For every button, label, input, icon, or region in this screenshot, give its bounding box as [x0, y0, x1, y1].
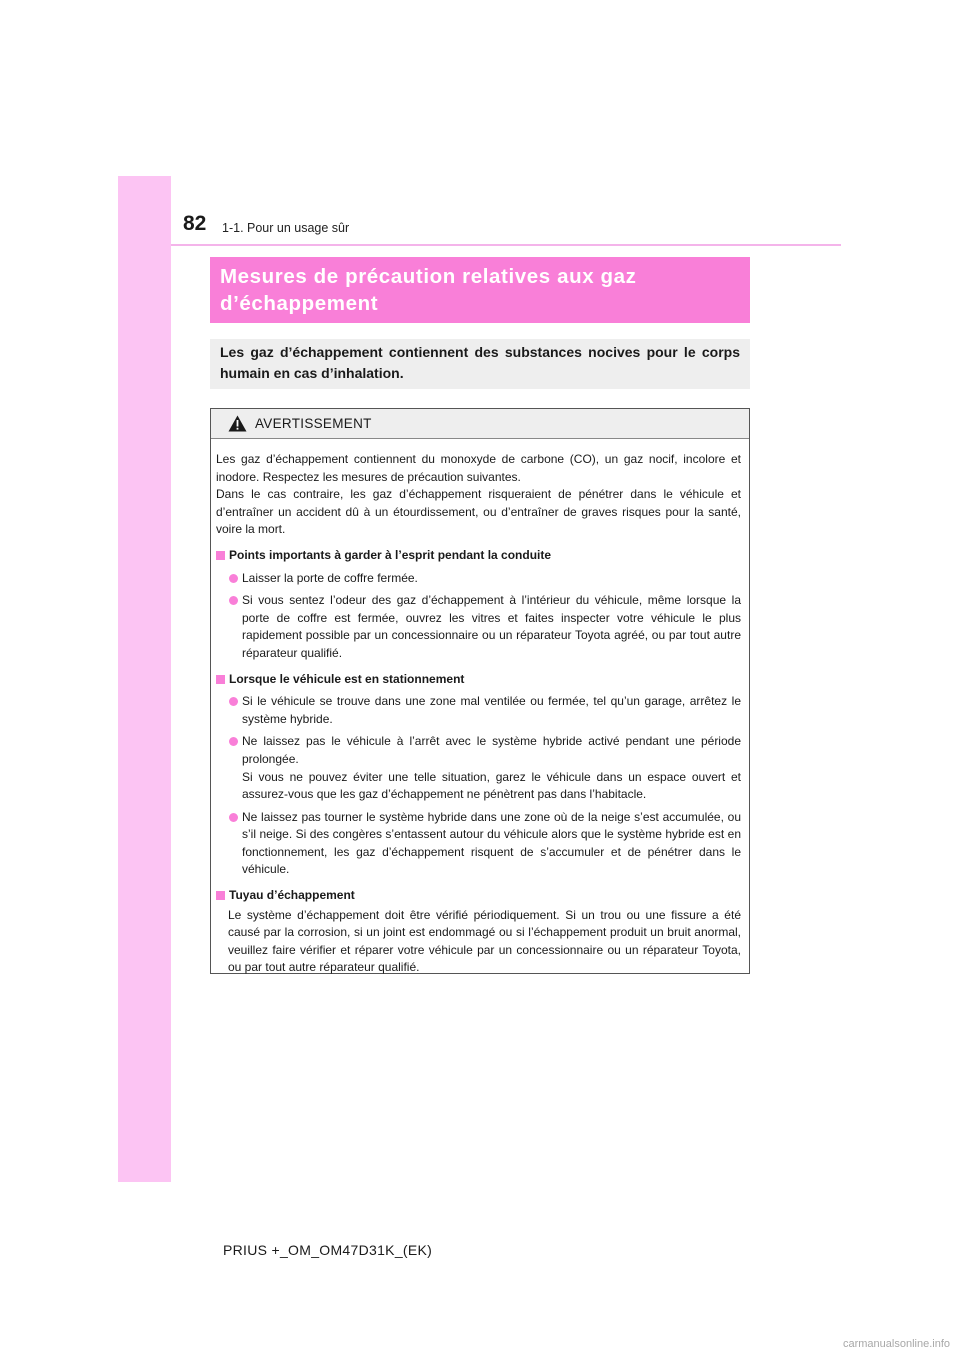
list-item: Si vous sentez l’odeur des gaz d’échappement à l’intérieur du véhicule, même lorsque la porte de coffre est fermée, ouvrez les vitres et faites inspecter votre véhicule le plus rapidement possible par un concessionnaire ou un réparateur Toyota agréé, ou par tout autre réparateur qualifié.	[216, 592, 741, 662]
warning-header	[211, 409, 749, 439]
page-number: 82	[183, 212, 207, 235]
round-bullet-icon	[229, 737, 238, 746]
warning-body	[211, 439, 749, 977]
section-breadcrumb: 1-1. Pour un usage sûr	[222, 221, 350, 235]
document-code-footer: PRIUS +_OM_OM47D31K_(EK)	[223, 1242, 433, 1258]
list-item: Ne laissez pas le véhicule à l’arrêt avec le système hybride activé pendant une période prolongée. Si vous ne pouvez éviter une telle situation, garez le véhicule dans un espace ouvert et assurez-vous que les gaz d’échappement ne pénètrent pas dans l’habitacle.	[216, 733, 741, 803]
section-heading: Points importants à garder à l’esprit pendant la conduite	[216, 547, 741, 565]
warning-triangle-icon	[228, 415, 247, 432]
page-title-banner	[210, 257, 750, 323]
warning-intro-1: Les gaz d’échappement contiennent du monoxyde de carbone (CO), un gaz nocif, incolore et inodore. Respectez les mesures de précaution suivantes.	[216, 452, 741, 484]
site-watermark: carmanualsonline.info	[842, 1338, 950, 1350]
intro-text: Les gaz d’échappement contiennent des substances nocives pour le corps humain en cas d’inhalation.	[220, 344, 740, 381]
intro-panel	[210, 339, 750, 389]
square-bullet-icon	[216, 551, 225, 560]
side-tab-band	[118, 176, 171, 1182]
square-bullet-icon	[216, 675, 225, 684]
section-heading: Tuyau d’échappement	[216, 887, 741, 905]
warning-label: AVERTISSEMENT	[255, 416, 372, 431]
section-text: Le système d’échappement doit être vérifié périodiquement. Si un trou ou une fissure a été causé par la corrosion, si un joint est endommagé ou si l’échappement produit un bruit anormal, veuillez faire vérifier et réparer votre véhicule par un concessionnaire ou un réparateur Toyota, ou par tout autre réparateur qualifié.	[228, 907, 741, 975]
list-item: Laisser la porte de coffre fermée.	[216, 570, 741, 588]
list-item: Ne laissez pas tourner le système hybride dans une zone où de la neige s’est accumulée, ou s’il neige. Si des congères s’entassent autour du véhicule alors que le système hybride est en fonctionnement, les gaz d’échappement risquent de s’accumuler et de pénétrer dans le véhicule.	[216, 809, 741, 879]
round-bullet-icon	[229, 574, 238, 583]
header-rule	[171, 244, 841, 246]
list-item: Si le véhicule se trouve dans une zone mal ventilée ou fermée, tel qu’un garage, arrêtez le système hybride.	[216, 693, 741, 728]
square-bullet-icon	[216, 891, 225, 900]
round-bullet-icon	[229, 697, 238, 706]
page-title: Mesures de précaution relatives aux gaz d’échappement	[220, 265, 637, 315]
section-heading: Lorsque le véhicule est en stationnement	[216, 671, 741, 689]
warning-box	[210, 408, 750, 974]
round-bullet-icon	[229, 813, 238, 822]
warning-intro-2: Dans le cas contraire, les gaz d’échappement risqueraient de pénétrer dans le véhicule et d’entraîner un accident dû à un étourdissement, ou d’entraîner de graves risques pour la santé, voire la mort.	[216, 487, 741, 537]
list-item-continuation: Si vous ne pouvez éviter une telle situation, garez le véhicule dans un espace ouvert et assurez-vous que les gaz d’échappement ne pénètrent pas dans l’habitacle.	[242, 769, 741, 802]
round-bullet-icon	[229, 596, 238, 605]
